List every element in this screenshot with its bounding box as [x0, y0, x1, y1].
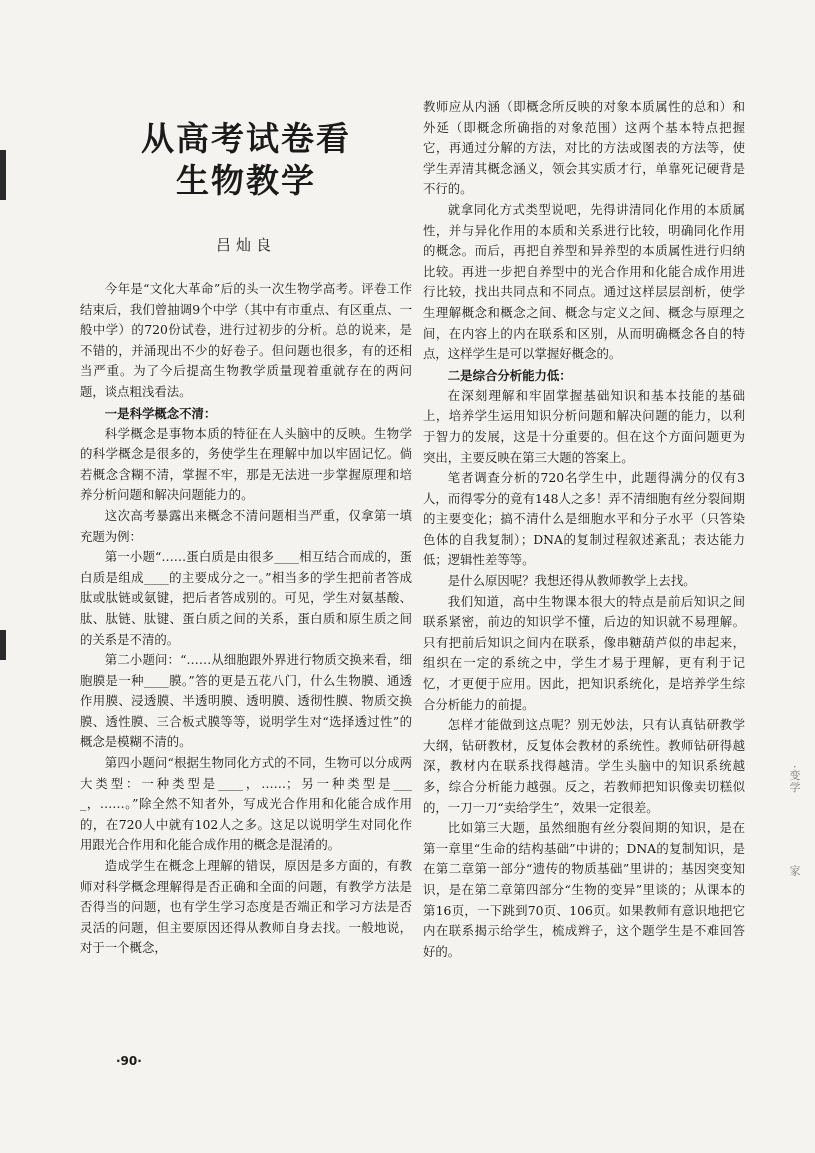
- article-title-line2: 生物教学: [176, 161, 316, 200]
- body-paragraph: 我们知道，高中生物课本很大的特点是前后知识之间联系紧密，前边的知识学不懂，后边的知识就不易理解。只有把前后知识之间内在联系，像串糖葫芦似的串起来，组织在一定的系统之中，学生才易于理解，更有利于记忆，才更便于应用。因此，把知识系统化，是培养学生综合分析能力的前提。: [423, 593, 745, 712]
- body-paragraph: 造成学生在概念上理解的错误，原因是多方面的，有教师对科学概念理解得是否正确和全面的问题，有教学方法是否得当的问题，也有学生学习态度是否端正和学习方法是否灵活的问题，但主要原因还得从教师自身去找。一般地说，对于一个概念，: [80, 858, 412, 956]
- body-paragraph: 第四小题问“根据生物同化方式的不同，生物可以分成两大类型：一种类型是____，……；另一种类型是____，……。”除全然不知者外，写成光合作用和化能合成作用的，在720人中就有102人之多。这足以说明学生对同化作用跟光合作用和化能合成作用的概念是混淆的。: [80, 755, 412, 853]
- body-paragraph: 笔者调查分析的720名学生中，此题得满分的仅有3人，而得零分的竟有148人之多！弄不清细胞有丝分裂间期的主要变化；搞不清什么是细胞水平和分子水平（只答染色体的自我复制）；DNA的复制过程叙述紊乱；表达能力低；逻辑性差等等。: [423, 470, 745, 568]
- body-paragraph: 怎样才能做到这点呢？别无妙法，只有认真钻研教学大纲，钻研教材，反复体会教材的系统性。教师钻研得越深，教材内在联系找得越清。学生头脑中的知识系统越多，综合分析能力越强。反之，若教师把知识像卖切糕似的，一刀一刀“卖给学生”，效果一定很差。: [423, 717, 745, 815]
- body-paragraph: 科学概念是事物本质的特征在人头脑中的反映。生物学的科学概念是很多的，务使学生在理解中加以牢固记忆。倘若概念含糊不清，掌握不牢，那是无法进一步掌握原理和培养分析问题和解决问题能力的。: [80, 425, 412, 503]
- title-block: [80, 118, 412, 202]
- right-column: [423, 97, 745, 962]
- body-paragraph: 教师应从内涵（即概念所反映的对象本质属性的总和）和外延（即概念所确指的对象范围）这两个基本特点把握它，再通过分解的方法，对比的方法或图表的方法等，使学生弄清其概念涵义，领会其实质才行，单靠死记硬背是不行的。: [423, 99, 745, 197]
- left-column: [80, 118, 412, 959]
- scan-edge-mark: [0, 630, 6, 660]
- section-heading: 一是科学概念不清：: [104, 405, 217, 421]
- body-paragraph: 是什么原因呢？我想还得从教师教学上去找。: [447, 573, 696, 589]
- right-column-body: [423, 97, 745, 962]
- body-paragraph: 这次高考暴露出来概念不清问题相当严重，仅拿第一填充题为例：: [80, 507, 412, 544]
- body-paragraph: 比如第三大题，虽然细胞有丝分裂间期的知识，是在第一章里“生命的结构基础”中讲的；DNA的复制知识，是在第二章第一部分“遗传的物质基础”里讲的；基因突变知识，是在第二章第四部分“生物的变异”里谈的；从课本的第16页，一下跳到70页、106页。如果教师有意识地把它内在联系揭示给学生，梳成辫子，这个题学生是不难回答好的。: [423, 820, 745, 959]
- author-name: 吕灿良: [215, 236, 276, 254]
- body-paragraph: 就拿同化方式类型说吧，先得讲清同化作用的本质属性，并与异化作用的本质和关系进行比较，明确同化作用的概念。而后，再把自养型和异养型的本质属性进行归纳比较。再进一步把自养型中的光合作用和化能合成作用进行比较，找出共同点和不同点。通过这样层层剖析，使学生理解概念和概念之间、概念与定义之间、概念与原理之间，在内容上的内在联系和区别，从而明确概念各自的特点，这样学生是可以掌握好概念的。: [423, 201, 745, 362]
- section-heading: 二是综合分析能力低：: [447, 367, 572, 383]
- body-paragraph: 今年是“文化大革命”后的头一次生物学高考。评卷工作结束后，我们曾抽调9个中学（其中有市重点、有区重点、一般中学）的720份试卷，进行过初步的分析。总的说来，是不错的，并涌现出不少的好卷子。但问题也很多，有的还相当严重。为了今后提高生物教学质量现着重就存在的两问题，谈点粗浅看法。: [80, 281, 412, 399]
- body-paragraph: 第二小题问：“……从细胞跟外界进行物质交换来看，细胞膜是一种____膜。”答的更是五花八门，什么生物膜、通透作用膜、浸透膜、半透明膜、透明膜、透彻性膜、物质交换膜、透性膜、三合板式膜等等，说明学生对“选择透过性”的概念是模糊不清的。: [80, 652, 412, 750]
- margin-note: ·变学: [788, 765, 801, 794]
- article-title-line1: 从高考试卷看: [141, 119, 351, 158]
- body-paragraph: 第一小题“……蛋白质是由很多____相互结合而成的，蛋白质是组成____的主要成分之一。”相当多的学生把前者答成肽或肽链或氨键，把后者答成别的。可见，学生对氨基酸、肽、肽链、肽键、蛋白质之间的关系，蛋白质和原生质之间的关系是不清的。: [80, 549, 412, 647]
- left-column-body: [80, 279, 412, 959]
- margin-note: 家: [788, 865, 801, 877]
- body-paragraph: 在深刻理解和牢固掌握基础知识和基本技能的基础上，培养学生运用知识分析问题和解决问题的能力，以利于智力的发展，这是十分重要的。但在这个方面问题更为突出，主要反映在第三大题的答案上。: [423, 387, 745, 465]
- page-number: ·90·: [116, 1054, 142, 1068]
- scan-edge-mark: [0, 150, 6, 200]
